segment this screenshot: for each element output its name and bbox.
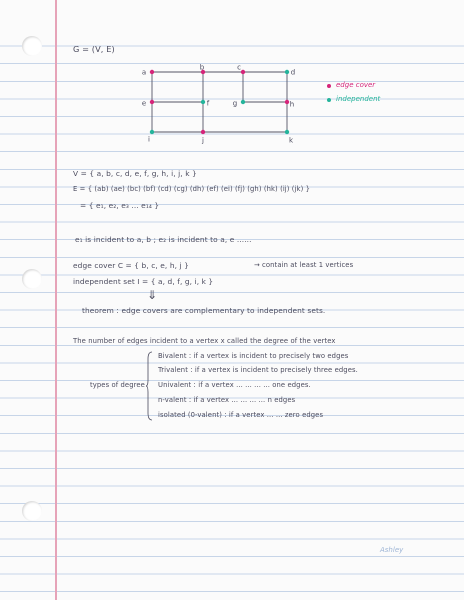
degree-type-n-valent: n-valent : if a vertex ... ... ... ... n edges [158, 396, 296, 404]
degree-type-isolated: isolated (0-valent) : if a vertex ... ... zero edges [158, 411, 324, 419]
graph-vertex-k [285, 130, 289, 134]
edge-cover-note: → contain at least 1 vertices [254, 261, 354, 269]
graph-vertex-label-g: g [232, 99, 238, 108]
graph-vertex-f [201, 100, 205, 104]
graph-vertex-label-d: d [290, 68, 296, 77]
graph-vertex-label-i: i [148, 135, 150, 144]
graph-vertex-i [150, 130, 154, 134]
graph-vertex-e [150, 100, 154, 104]
graph-vertex-h [285, 100, 289, 104]
edge-cover-legend-dot [327, 84, 331, 88]
graph-vertex-d [285, 70, 289, 74]
edge-set-enumerated: = { e₁, e₂, e₃ ... e₁₄ } [80, 201, 160, 210]
signature: Ashley [380, 546, 404, 554]
graph-vertex-g [241, 100, 245, 104]
graph-vertex-a [150, 70, 154, 74]
edge-set-line: E = { (ab) (ae) (bc) (bf) (cd) (cg) (dh) (ef) (ei) (fj) (gh) (hk) (ij) (jk) } [73, 185, 311, 193]
degree-definition-line: The number of edges incident to a vertex x called the degree of the vertex [73, 337, 336, 345]
graph-vertex-label-h: h [289, 100, 295, 109]
theorem-line: theorem : edge covers are complementary to independent sets. [82, 306, 326, 315]
independent-legend-label: independent [336, 95, 381, 103]
page-title: G = (V, E) [73, 44, 115, 54]
graph-vertex-label-b: b [199, 63, 205, 72]
graph-vertex-label-a: a [141, 68, 147, 77]
graph-vertex-label-j: j [202, 136, 204, 145]
down-arrow-icon: ⇓ [147, 288, 158, 302]
graph-vertex-label-e: e [141, 99, 147, 108]
graph-vertex-label-c: c [237, 63, 241, 72]
incidence-line: e₁ is incident to a, b ; e₂ is incident to a, e ...... [75, 235, 252, 244]
graph-vertex-label-k: k [288, 136, 294, 145]
edge-cover-legend-label: edge cover [336, 81, 376, 89]
graph-vertex-c [241, 70, 245, 74]
types-of-degree-label: types of degree [90, 381, 145, 389]
independent-set-line: independent set I = { a, d, f, g, i, k } [73, 277, 214, 286]
edge-cover-line: edge cover C = { b, c, e, h, j } [73, 261, 189, 270]
graph-vertex-j [201, 130, 205, 134]
independent-legend-dot [327, 98, 331, 102]
curly-brace [146, 351, 153, 421]
graph-vertex-label-f: f [206, 99, 210, 108]
vertex-set-line: V = { a, b, c, d, e, f, g, h, i, j, k } [73, 169, 197, 178]
degree-type-trivalent: Trivalent : if a vertex is incident to precisely three edges. [158, 366, 358, 374]
degree-type-univalent: Univalent : if a vertex ... ... ... ... one edges. [158, 381, 311, 389]
graph-edges [152, 72, 287, 132]
degree-type-bivalent: Bivalent : if a vertex is incident to precisely two edges [158, 352, 349, 360]
